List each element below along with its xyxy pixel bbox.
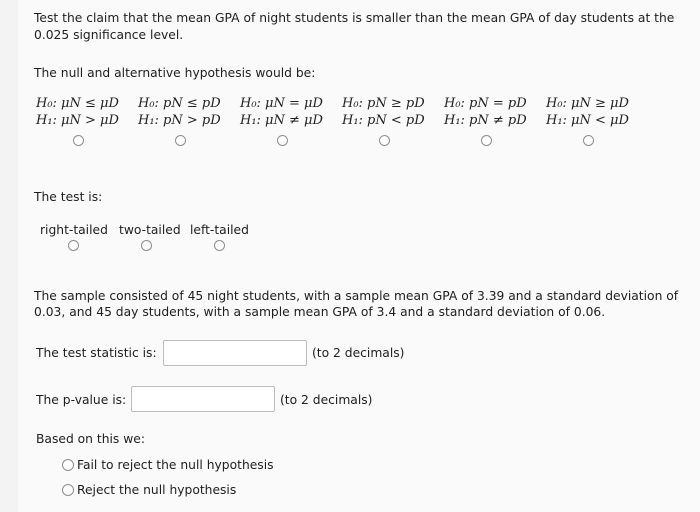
hypothesis-5-h1: H₁: pN ≠ pD xyxy=(444,113,527,128)
test-statistic-input[interactable] xyxy=(163,340,307,366)
hypothesis-2-h1: H₁: pN > pD xyxy=(138,113,221,128)
test-type-two-label: two-tailed xyxy=(119,223,181,237)
conclusion-fail-radio[interactable] xyxy=(62,459,74,471)
test-type-right-label: right-tailed xyxy=(40,223,108,237)
hypothesis-3-h0: H₀: μN = μD xyxy=(240,96,323,111)
hypothesis-5-radio[interactable] xyxy=(481,135,492,146)
sample-line-1: The sample consisted of 45 night students, with a sample mean GPA of 3.39 and a standard deviation of xyxy=(34,289,679,303)
hypothesis-prompt: The null and alternative hypothesis would be: xyxy=(34,66,316,80)
test-type-prompt: The test is: xyxy=(34,190,103,204)
hypothesis-5-h0: H₀: pN = pD xyxy=(444,96,527,111)
hypothesis-2-radio[interactable] xyxy=(175,135,186,146)
sample-line-2: 0.03, and 45 day students, with a sample mean GPA of 3.4 and a standard deviation of 0.06. xyxy=(34,305,606,319)
p-value-label: The p-value is: xyxy=(36,393,127,407)
hypothesis-1-radio[interactable] xyxy=(73,135,84,146)
test-type-right-radio[interactable] xyxy=(68,240,79,251)
conclusion-fail-label: Fail to reject the null hypothesis xyxy=(77,458,274,472)
hypothesis-4-radio[interactable] xyxy=(379,135,390,146)
hypothesis-4-h1: H₁: pN < pD xyxy=(342,113,425,128)
conclusion-option-fail[interactable] xyxy=(62,457,274,473)
conclusion-option-reject[interactable] xyxy=(62,482,236,498)
claim-line-2: 0.025 significance level. xyxy=(34,28,184,42)
hypothesis-1-h1: H₁: μN > μD xyxy=(36,113,119,128)
conclusion-reject-radio[interactable] xyxy=(62,484,74,496)
hypothesis-3-radio[interactable] xyxy=(277,135,288,146)
hypothesis-6-h1: H₁: μN < μD xyxy=(546,113,629,128)
hypothesis-1-h0: H₀: μN ≤ μD xyxy=(36,96,119,111)
claim-line-1: Test the claim that the mean GPA of night students is smaller than the mean GPA of day students at the xyxy=(34,11,675,25)
p-value-input[interactable] xyxy=(131,386,275,412)
test-statistic-label: The test statistic is: xyxy=(36,346,157,360)
hypothesis-6-h0: H₀: μN ≥ μD xyxy=(546,96,629,111)
conclusion-prompt: Based on this we: xyxy=(36,432,145,446)
test-type-left-radio[interactable] xyxy=(214,240,225,251)
test-type-left-label: left-tailed xyxy=(190,223,249,237)
hypothesis-6-radio[interactable] xyxy=(583,135,594,146)
hypothesis-4-h0: H₀: pN ≥ pD xyxy=(342,96,425,111)
hypothesis-3-h1: H₁: μN ≠ μD xyxy=(240,113,323,128)
question-page xyxy=(18,0,700,512)
p-value-hint: (to 2 decimals) xyxy=(280,393,373,407)
test-type-two-radio[interactable] xyxy=(141,240,152,251)
conclusion-reject-label: Reject the null hypothesis xyxy=(77,483,237,497)
hypothesis-2-h0: H₀: pN ≤ pD xyxy=(138,96,221,111)
test-statistic-hint: (to 2 decimals) xyxy=(312,346,405,360)
